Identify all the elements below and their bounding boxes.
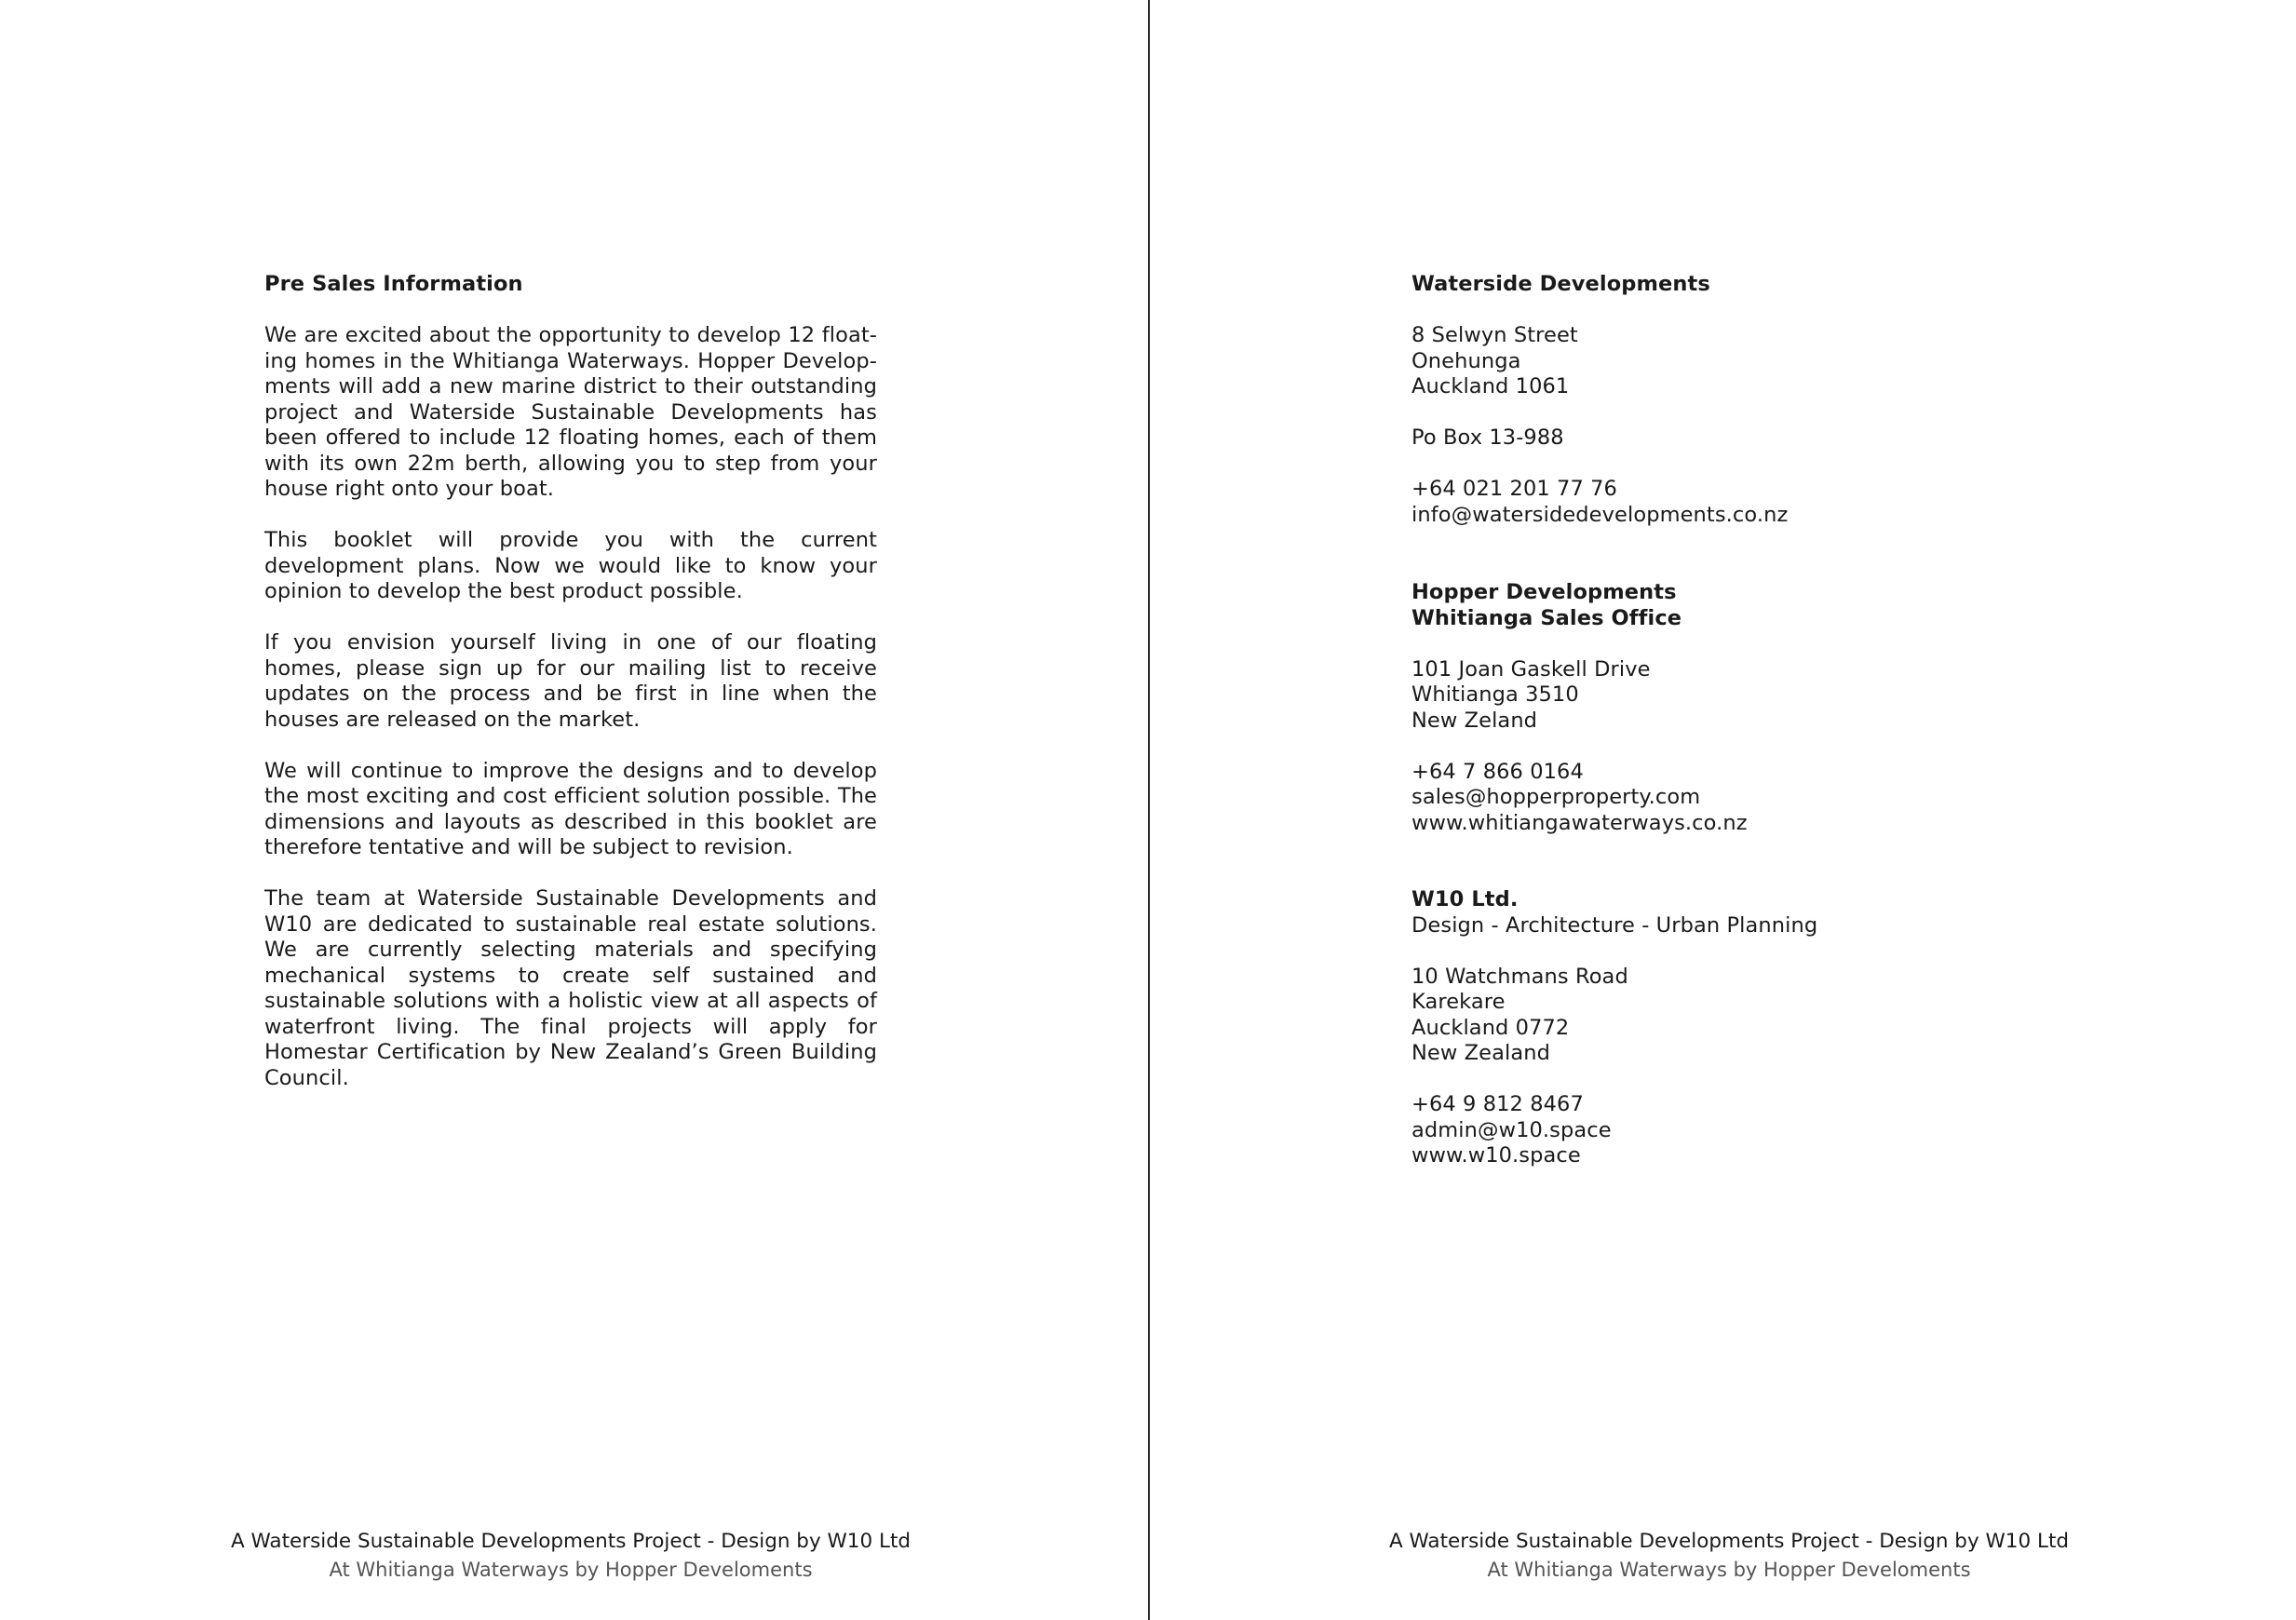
w10-suburb: Karekare <box>1411 990 1506 1014</box>
hopper-contact-block <box>1411 580 2063 836</box>
footer-location-credit: At Whitianga Waterways by Hopper Develoments <box>1487 1559 1971 1581</box>
right-footer <box>1150 1528 2296 1584</box>
hopper-city: Whitianga 3510 <box>1411 682 1579 707</box>
hopper-website: www.whitiangawaterways.co.nz <box>1411 810 1748 835</box>
hopper-phone: +64 7 866 0164 <box>1411 759 1584 784</box>
pre-sales-section <box>264 272 877 1091</box>
waterside-name: Waterside Developments <box>1411 272 1710 296</box>
footer-project-credit: A Waterside Sustainable Developments Project - Design by W10 Ltd <box>1388 1530 2070 1553</box>
hopper-country: New Zeland <box>1411 708 1538 733</box>
hopper-street: 101 Joan Gaskell Drive <box>1411 656 1651 682</box>
hopper-office: Whitianga Sales Office <box>1411 605 1682 630</box>
mailing-list-paragraph: If you envision yourself living in one of our floating homes, please sign up for our mailing list to receive updates on the process and be first in line when the houses are released on the market. <box>264 630 877 732</box>
hopper-email: sales@hopperproperty.com <box>1411 785 1701 809</box>
left-footer <box>0 1528 1141 1584</box>
w10-contact-block <box>1411 887 2063 1169</box>
w10-name: W10 Ltd. <box>1411 887 1519 911</box>
w10-services: Design - Architecture - Urban Planning <box>1411 912 1818 938</box>
w10-phone: +64 9 812 8467 <box>1411 1092 1584 1116</box>
w10-street: 10 Watchmans Road <box>1411 964 1628 989</box>
waterside-suburb: Onehunga <box>1411 348 1521 373</box>
waterside-contact-block <box>1411 272 2063 528</box>
intro-paragraph: We are excited about the opportunity to develop 12 float-ing homes in the Whitianga Waterways. Hopper Develop-ments will add a new marine district to their outstanding project and Waterside Sustainable Developments has been offered to include 12 floating homes, each of them with its own 22m berth, allowing you to step from your house right onto your boat. <box>264 323 877 501</box>
design-revision-paragraph: We will continue to improve the designs and to develop the most exciting and cost efficient solution possible. The dimensions and layouts as described in this booklet are therefore tentative and will be subject to revision. <box>264 758 877 859</box>
hopper-name: Hopper Developments <box>1411 580 1677 604</box>
waterside-po-box: Po Box 13-988 <box>1411 425 1564 450</box>
footer-project-credit: A Waterside Sustainable Developments Project - Design by W10 Ltd <box>230 1530 912 1553</box>
w10-website: www.w10.space <box>1411 1143 1581 1168</box>
sustainability-paragraph: The team at Waterside Sustainable Developments and W10 are dedicated to sustainable real estate solutions. We are currently selecting materials and specifying mechanical systems to create self sustained and sustainable solutions with a holistic view at all aspects of waterfront living. The final projects will apply for Homestar Certification by New Zealand’s Green Building Council. <box>264 886 877 1090</box>
w10-email: admin@w10.space <box>1411 1117 1612 1142</box>
waterside-street: 8 Selwyn Street <box>1411 323 1578 347</box>
waterside-phone: +64 021 201 77 76 <box>1411 477 1617 501</box>
w10-country: New Zealand <box>1411 1041 1550 1065</box>
waterside-city: Auckland 1061 <box>1411 374 1570 398</box>
pre-sales-heading: Pre Sales Information <box>264 272 523 296</box>
waterside-email: info@watersidedevelopments.co.nz <box>1411 502 1789 527</box>
booklet-paragraph: This booklet will provide you with the current development plans. Now we would like to know your opinion to develop the best product possible. <box>264 528 877 603</box>
right-page <box>1150 0 2296 1620</box>
footer-location-credit: At Whitianga Waterways by Hopper Develoments <box>329 1559 813 1581</box>
w10-city: Auckland 0772 <box>1411 1015 1570 1040</box>
contacts-section <box>1411 272 2063 1169</box>
